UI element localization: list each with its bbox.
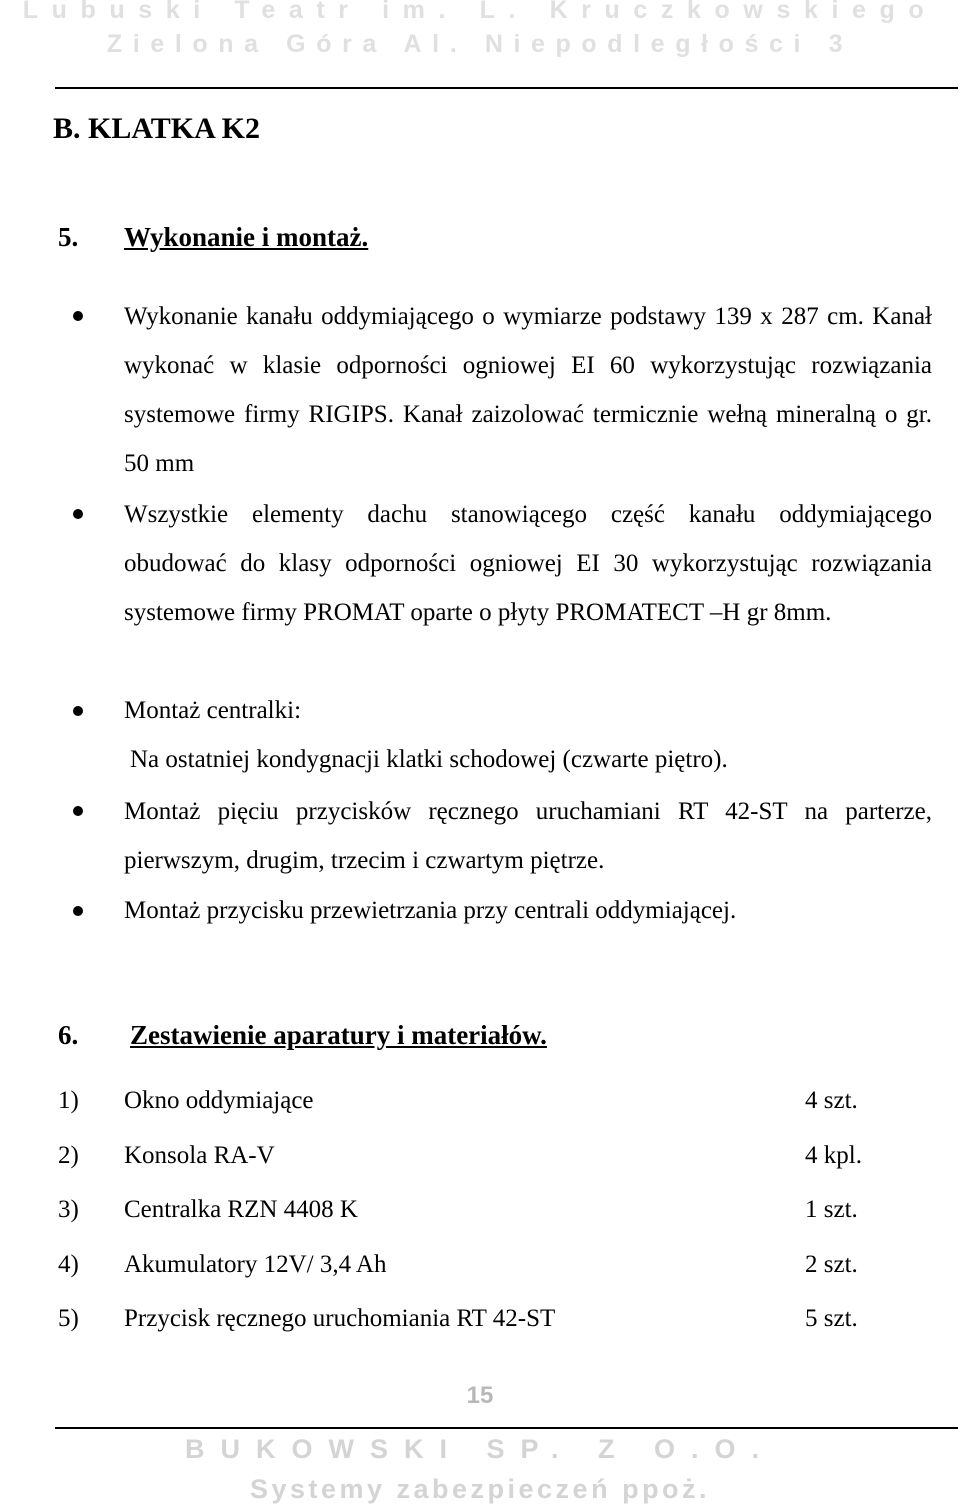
bullet-icon: [73, 806, 83, 816]
material-no: 2): [58, 1142, 79, 1169]
footer-tagline: Systemy zabezpieczeń ppoż.: [249, 1474, 711, 1504]
material-name: Przycisk ręcznego uruchomiania RT 42-ST: [124, 1305, 556, 1332]
heading-6-number: 6.: [58, 1020, 79, 1050]
header-theatre-name: Lubuski Teatr im. L. Kruczkowskiego: [22, 0, 938, 24]
material-no: 4): [58, 1251, 79, 1278]
material-qty: 4 kpl.: [805, 1142, 862, 1169]
material-qty: 4 szt.: [805, 1087, 858, 1114]
footer-company: BUKOWSKI SP. Z O.O.: [184, 1434, 776, 1464]
bullet-icon: [73, 509, 83, 519]
bullet-icon: [73, 706, 83, 716]
material-name: Akumulatory 12V/ 3,4 Ah: [124, 1251, 387, 1278]
header-divider: [55, 87, 958, 89]
material-qty: 5 szt.: [805, 1305, 858, 1332]
header-address: Zielona Góra Al. Niepodległości 3: [106, 30, 854, 58]
material-name: Konsola RA-V: [124, 1142, 275, 1169]
material-no: 3): [58, 1196, 79, 1223]
bullet-przewietrzanie: Montaż przycisku przewietrzania przy centrali oddymiającej.: [124, 897, 737, 924]
heading-5-number: 5.: [58, 222, 79, 252]
bullet-kanal: Wykonanie kanału oddymiającego o wymiarze podstawy 139 x 287 cm. Kanał wykonać w klasie odporności ogniowej EI 60 wykorzystując rozwiązania systemowe firmy RIGIPS. Kanał zaizolować termicznie wełną mineralną o gr. 50 mm: [124, 303, 932, 477]
section-title: B. KLATKA K2: [53, 112, 260, 145]
material-no: 5): [58, 1305, 79, 1332]
bullet-przyciski: Montaż pięciu przycisków ręcznego uruchamiani RT 42-ST na parterze, pierwszym, drugim, trzecim i czwartym piętrze.: [124, 798, 932, 874]
material-qty: 1 szt.: [805, 1196, 858, 1223]
bullet-dach: Wszystkie elementy dachu stanowiącego część kanału oddymiającego obudować do klasy odporności ogniowej EI 30 wykorzystując rozwiązania systemowe firmy PROMAT oparte o płyty PROMATECT –H gr 8mm.: [124, 501, 932, 626]
bullet-icon: [73, 906, 83, 916]
page-number: 15: [466, 1382, 494, 1409]
material-name: Okno oddymiające: [124, 1087, 314, 1114]
material-qty: 2 szt.: [805, 1251, 858, 1278]
material-no: 1): [58, 1087, 79, 1114]
heading-6-title: Zestawienie aparatury i materiałów.: [130, 1020, 547, 1050]
footer-divider: [55, 1427, 958, 1429]
material-name: Centralka RZN 4408 K: [124, 1196, 358, 1223]
bullet-icon: [73, 311, 83, 321]
bullet-centralka: Montaż centralki:: [124, 697, 302, 724]
heading-5-title: Wykonanie i montaż.: [124, 222, 369, 252]
centralka-note: Na ostatniej kondygnacji klatki schodowej (czwarte piętro).: [130, 746, 728, 773]
